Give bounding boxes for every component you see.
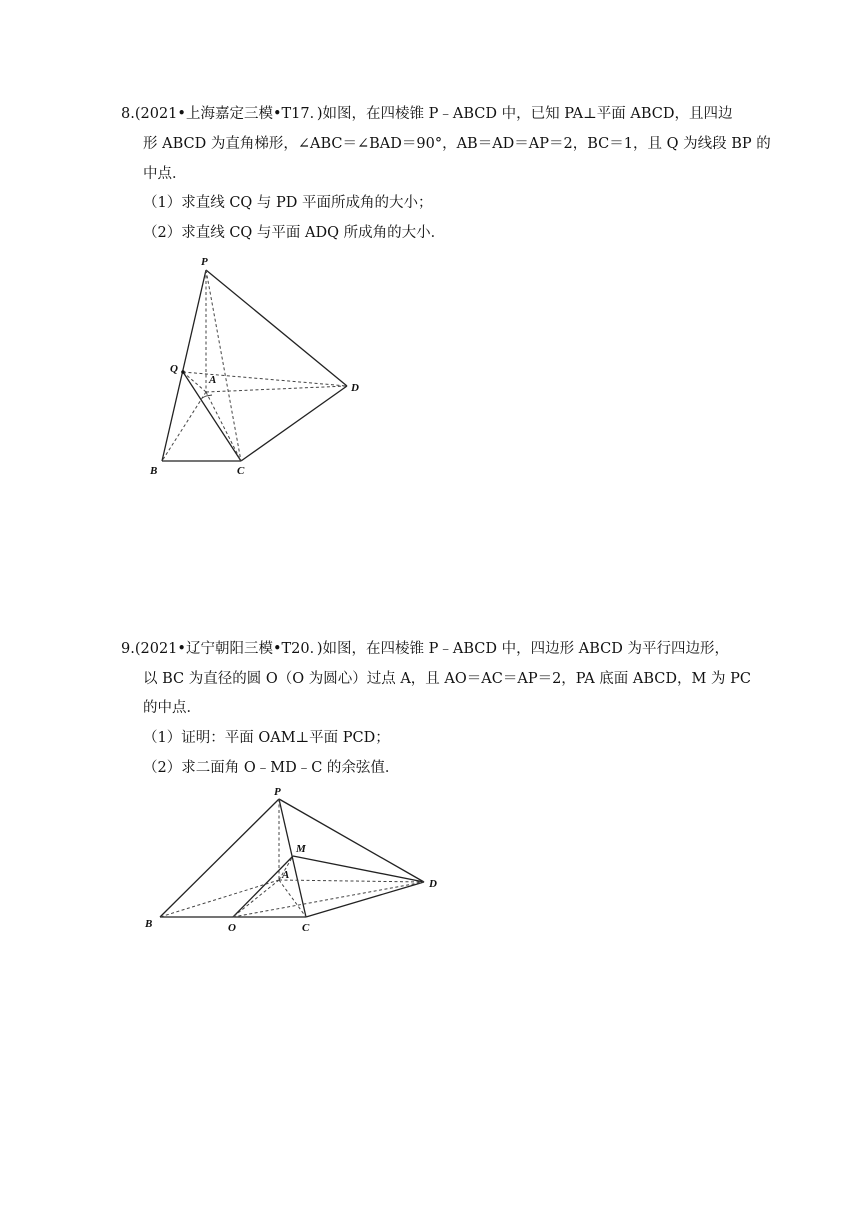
- p8-edge-AB: [162, 392, 206, 461]
- p8-label-D: D: [351, 382, 359, 394]
- p9-line-2: 以 BC 为直径的圆 O（O 为圆心）过点 A，且 AO＝AC＝AP＝2，PA 底面 ABCD，M 为 PC: [143, 671, 751, 687]
- p8-label-P: P: [201, 256, 208, 268]
- p9-label-D: D: [429, 878, 437, 890]
- p9-edge-AD: [279, 880, 424, 882]
- p9-edge-MD: [293, 856, 424, 882]
- p9-edge-PB: [160, 799, 279, 917]
- p8-line-5: （2）求直线 CQ 与平面 ADQ 所成角的大小．: [143, 225, 446, 241]
- p9-line-4: （1）证明：平面 OAM⊥平面 PCD；: [143, 730, 390, 746]
- p8-point-Q: [181, 370, 185, 374]
- p9-line-3: 的中点．: [143, 700, 201, 716]
- p8-edge-PD: [206, 270, 347, 386]
- p8-edge-PB: [162, 270, 206, 461]
- p8-edge-CD: [241, 386, 347, 461]
- p8-label-B: B: [150, 465, 158, 477]
- p9-line-5: （2）求二面角 O﹣MD﹣C 的余弦值．: [143, 760, 400, 776]
- p8-edge-QD: [183, 372, 347, 386]
- p9-label-M: M: [296, 843, 306, 855]
- p9-line-1: 9.(2021•辽宁朝阳三模•T20．)如图，在四棱锥 P﹣ABCD 中，四边形 ABCD 为平行四边形，: [121, 641, 729, 657]
- p8-line-1: 8.(2021•上海嘉定三模•T17．)如图，在四棱锥 P﹣ABCD 中，已知 PA⊥平面 ABCD，且四边: [121, 106, 733, 122]
- p9-pyramid-figure: [140, 780, 450, 940]
- p8-line-2: 形 ABCD 为直角梯形，∠ABC＝∠BAD＝90°，AB＝AD＝AP＝2，BC＝1，且 Q 为线段 BP 的: [143, 136, 771, 152]
- p8-label-A: A: [209, 374, 217, 386]
- p8-pyramid-figure: [140, 250, 380, 480]
- p9-label-A: A: [282, 869, 290, 881]
- p9-label-C: C: [302, 922, 310, 934]
- p9-edge-PD: [279, 799, 424, 882]
- p8-right-angle-mark: [202, 395, 212, 398]
- p8-line-4: （1）求直线 CQ 与 PD 平面所成角的大小；: [143, 195, 433, 211]
- p8-edge-AD: [206, 386, 347, 392]
- p8-edge-AC: [206, 392, 241, 461]
- p9-label-B: B: [145, 918, 153, 930]
- p8-line-3: 中点．: [143, 166, 187, 182]
- p9-edge-CD: [306, 882, 424, 917]
- p9-edge-AO: [233, 880, 279, 917]
- p8-label-Q: Q: [170, 363, 178, 375]
- p8-edge-PC: [206, 270, 241, 461]
- p9-label-O: O: [228, 922, 236, 934]
- p8-label-C: C: [237, 465, 245, 477]
- p9-label-P: P: [274, 786, 281, 798]
